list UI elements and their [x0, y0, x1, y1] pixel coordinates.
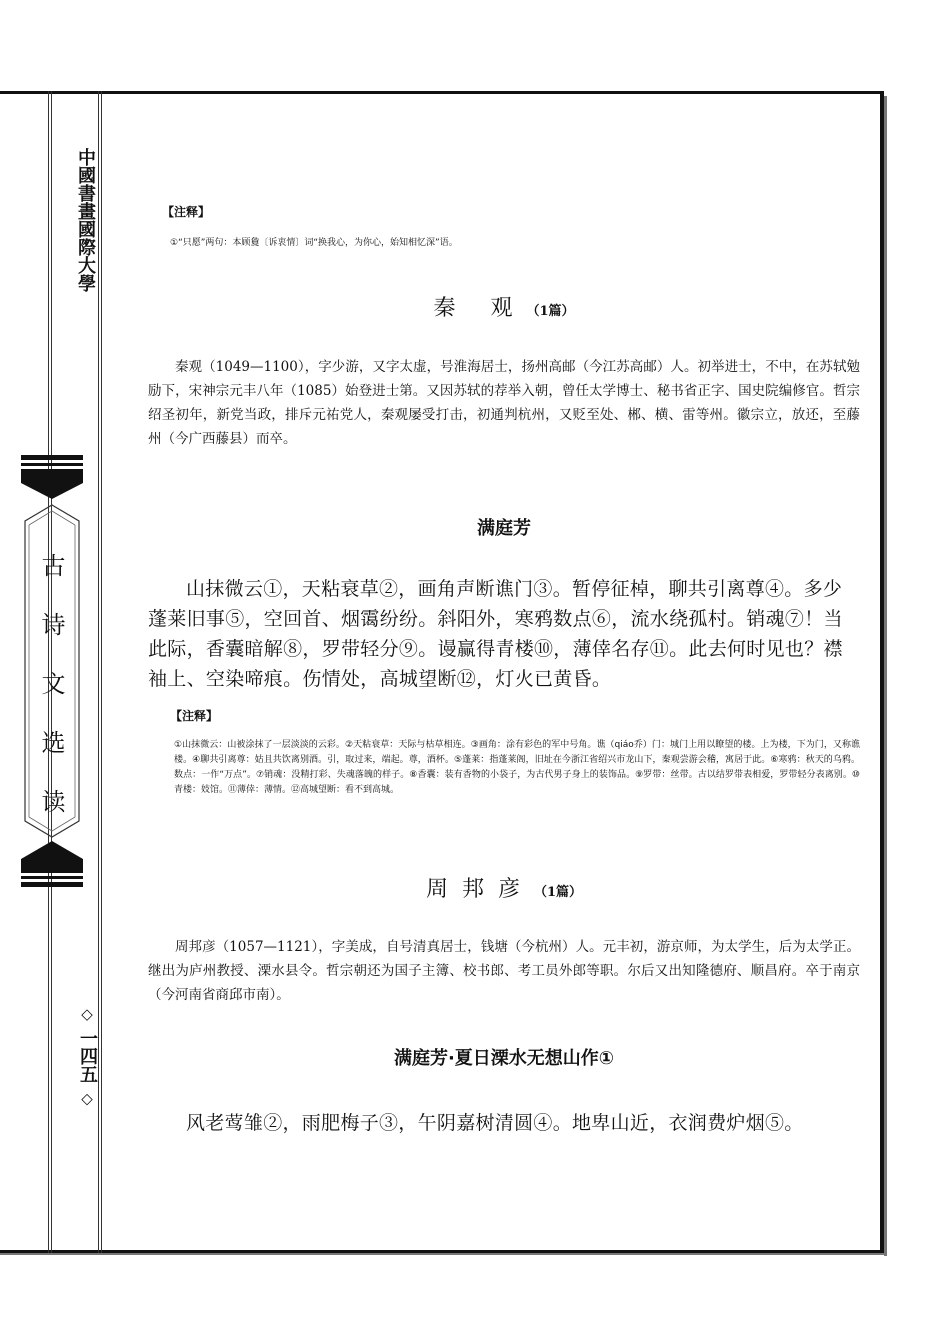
- page-number: [52, 1005, 98, 1108]
- note-text: ①“只愿”两句：本顾敻〔诉衷情〕词“换我心，为你心，始知相忆深”语。: [170, 238, 458, 248]
- author-bio: 周邦彦（1057—1121），字美成，自号清真居士，钱塘（今杭州）人。元丰初，游京师，为太学生，后为太学正。继出为庐州教授、溧水县令。哲宗朝还为国子主簿、校书郎、考工员外郎等职。尔后又出知隆德府、顺昌府。卒于南京（今河南省商邱市南）。: [148, 939, 860, 1003]
- note-text: ①山抹微云：山被涂抹了一层淡淡的云彩。②天粘衰草：天际与枯草相连。③画角：涂有彩色的军中号角。谯（qiáo乔）门：城门上用以瞭望的楼。上为楼，下为门，又称谯楼。④聊共引离尊：姑且共饮离别酒。引，取过来，端起。尊，酒杯。⑤蓬莱：指蓬莱阁，旧址在今浙江省绍兴市龙山下，秦观尝游会稽，寓居于此。⑥寒鸦：秋天的乌鸦。数点：一作“万点”。⑦销魂：没精打彩、失魂落魄的样子。⑧香囊：装有香物的小袋子，为古代男子身上的装饰品。⑨罗带：丝带。古以结罗带表相爱，罗带轻分表离别。⑩青楼：妓馆。⑪薄倖：薄情。⑫高城望断：看不到高城。: [174, 740, 860, 795]
- note-heading: 【注释】: [170, 709, 219, 723]
- work-count: （1篇）: [533, 885, 583, 900]
- page-number-text: 一四五: [77, 1029, 98, 1084]
- poem-title: 满庭芳·夏日溧水无想山作①: [393, 1048, 615, 1069]
- page-frame-shadow-bottom: [0, 1253, 887, 1255]
- poem-title: 满庭芳: [477, 518, 531, 539]
- author-bio: 秦观（1049—1100），字少游，又字太虚，号淮海居士，扬州高邮（今江苏高邮）人。初举进士，不中，在苏轼勉励下，宋神宗元丰八年（1085）始登进士第。又因苏轼的荐举入朝，曾任太学博士、秘书省正字、国史院编修官。哲宗绍圣初年，新党当政，排斥元祐党人，秦观屡受打击，初通判杭州，又贬至处、郴、横、雷等州。徽宗立，放还，至藤州（今广西藤县）而卒。: [148, 359, 860, 447]
- series-title: 中國書畫國際大學: [75, 148, 96, 292]
- note-heading: 【注释】: [162, 205, 211, 219]
- author-heading: [148, 291, 860, 322]
- diamond-ornament: ◇: [78, 1005, 96, 1023]
- work-count: （1篇）: [526, 304, 575, 319]
- diamond-ornament: ◇: [78, 1089, 96, 1108]
- author-name: 周邦彦: [425, 877, 534, 902]
- book-title: 古诗文选读: [37, 552, 65, 848]
- page-frame-top: [0, 91, 884, 94]
- author-heading: [148, 872, 860, 903]
- page-frame-shadow: [884, 96, 887, 1256]
- poem-text: 风老莺雏②，雨肥梅子③，午阴嘉树清圆④。地卑山近，衣润费炉烟⑤。: [186, 1112, 804, 1134]
- author-name: 秦 观: [433, 296, 527, 321]
- poem-text: 山抹微云①，天粘衰草②，画角声断谯门③。暂停征棹，聊共引离尊④。多少蓬莱旧事⑤，空回首、烟霭纷纷。斜阳外，寒鸦数点⑥，流水绕孤村。销魂⑦！当此际，香囊暗解⑧，罗带轻分⑨。谩赢得青楼⑩，薄倖名存⑪。此去何时见也？襟袖上、空染啼痕。伤情处，高城望断⑫，灯火已黄昏。: [148, 578, 843, 690]
